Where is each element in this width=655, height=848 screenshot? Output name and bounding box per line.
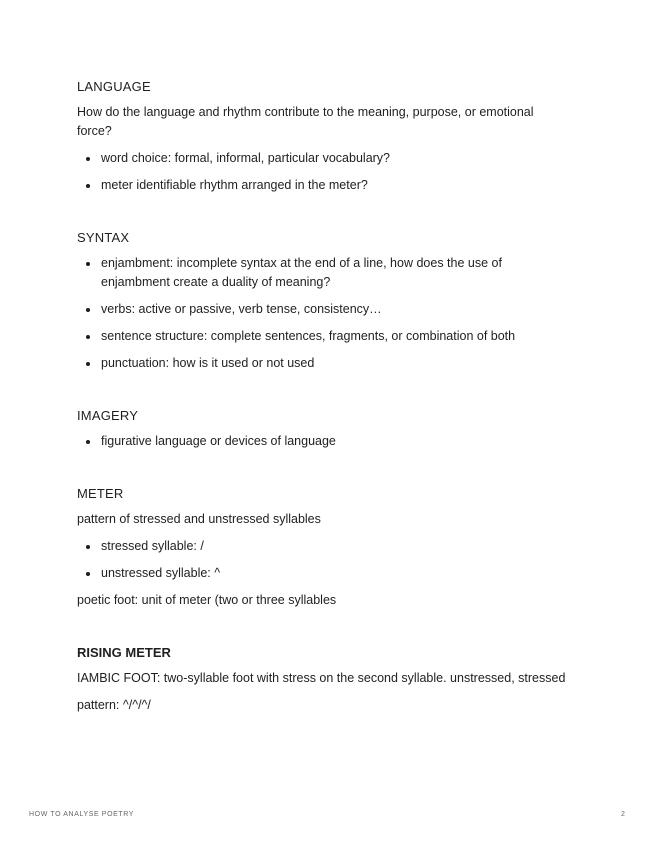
bullet-icon bbox=[86, 440, 90, 444]
bullet-icon bbox=[86, 308, 90, 312]
page-number: 2 bbox=[621, 811, 625, 818]
section-meter bbox=[77, 485, 567, 610]
section-heading-syntax: SYNTAX bbox=[77, 230, 130, 245]
imagery-list bbox=[77, 432, 567, 451]
section-language bbox=[77, 78, 567, 195]
list-item: figurative language or devices of language bbox=[77, 432, 567, 451]
iambic-foot-text: IAMBIC FOOT: two-syllable foot with stress on the second syllable. unstressed, stressed bbox=[77, 671, 566, 685]
list-item: unstressed syllable: ^ bbox=[77, 564, 567, 583]
bullet-icon bbox=[86, 362, 90, 366]
list-item: meter identifiable rhythm arranged in the meter? bbox=[77, 176, 567, 195]
bullet-icon bbox=[86, 262, 90, 266]
section-heading-imagery: IMAGERY bbox=[77, 408, 139, 423]
meter-intro: pattern of stressed and unstressed syllables bbox=[77, 512, 321, 526]
pattern-text: pattern: ^/^/^/ bbox=[77, 698, 151, 712]
list-item: enjambment: incomplete syntax at the end of a line, how does the use of enjambment create a duality of meaning? bbox=[77, 254, 567, 292]
section-rising-meter bbox=[77, 644, 567, 715]
list-item: word choice: formal, informal, particular vocabulary? bbox=[77, 149, 567, 168]
bullet-icon bbox=[86, 184, 90, 188]
section-syntax bbox=[77, 229, 567, 373]
syntax-list bbox=[77, 254, 567, 373]
section-heading-meter: METER bbox=[77, 486, 124, 501]
bullet-icon bbox=[86, 157, 90, 161]
section-imagery bbox=[77, 407, 567, 451]
meter-list bbox=[77, 537, 567, 583]
language-intro: How do the language and rhythm contribute to the meaning, purpose, or emotional force? bbox=[77, 105, 534, 138]
list-item: sentence structure: complete sentences, fragments, or combination of both bbox=[77, 327, 567, 346]
page-content bbox=[77, 78, 567, 749]
section-heading-rising-meter: RISING METER bbox=[77, 645, 171, 660]
section-heading-language: LANGUAGE bbox=[77, 79, 151, 94]
bullet-icon bbox=[86, 545, 90, 549]
footer-title: HOW TO ANALYSE POETRY bbox=[29, 811, 135, 818]
list-item: punctuation: how is it used or not used bbox=[77, 354, 567, 373]
bullet-icon bbox=[86, 572, 90, 576]
list-item: stressed syllable: / bbox=[77, 537, 567, 556]
meter-outro: poetic foot: unit of meter (two or three syllables bbox=[77, 593, 337, 607]
language-list bbox=[77, 149, 567, 195]
list-item: verbs: active or passive, verb tense, consistency… bbox=[77, 300, 567, 319]
bullet-icon bbox=[86, 335, 90, 339]
